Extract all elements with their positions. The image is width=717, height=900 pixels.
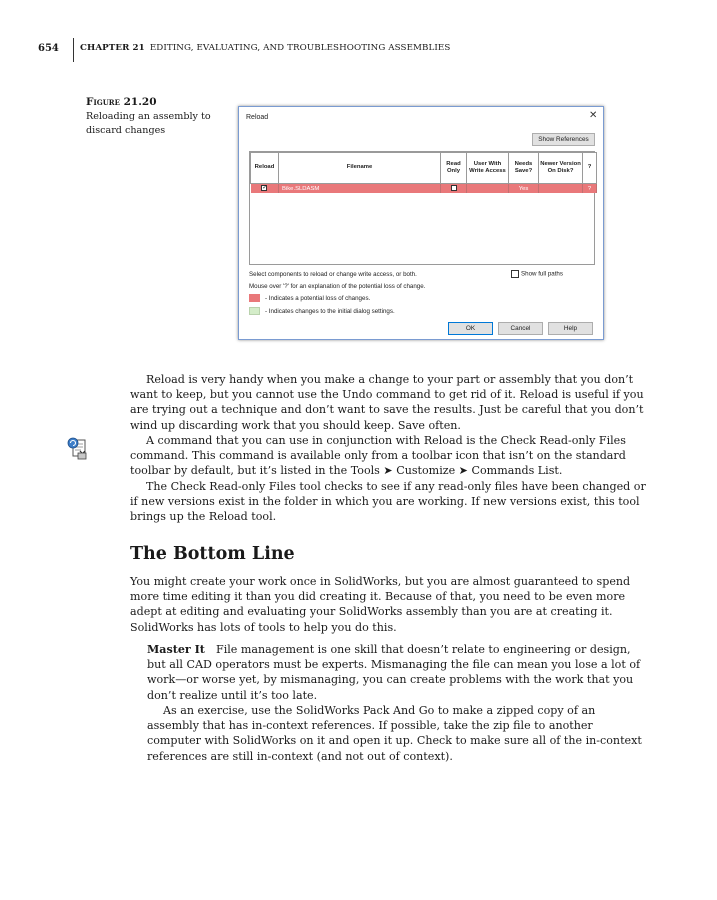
- legend-changes: - Indicates changes to the initial dialog settings.: [265, 308, 395, 315]
- newer-version-cell: [539, 184, 583, 194]
- needs-save-cell: Yes: [509, 184, 539, 194]
- col-reload[interactable]: Reload: [251, 153, 279, 184]
- show-references-button[interactable]: Show References: [532, 133, 595, 146]
- chapter-label: CHAPTER 21: [80, 43, 145, 53]
- check-read-only-files-icon-graphic: [66, 436, 88, 460]
- instruction-text-1: Select components to reload or change write access, or both.: [249, 271, 417, 278]
- col-needs-save[interactable]: Needs Save?: [509, 153, 539, 184]
- read-only-cell[interactable]: [441, 184, 467, 194]
- reload-dialog: [238, 106, 604, 340]
- read-only-checkbox[interactable]: [451, 185, 457, 191]
- reload-checkbox[interactable]: ✓: [262, 185, 268, 192]
- dialog-title: Reload: [246, 114, 269, 121]
- chapter-header: [80, 43, 450, 53]
- col-filename[interactable]: Filename: [279, 153, 441, 184]
- legend-loss: - Indicates a potential loss of changes.: [265, 295, 371, 302]
- check-read-only-files-icon: [66, 436, 88, 460]
- user-write-cell: [467, 184, 509, 194]
- instruction-text-2: Mouse over '?' for an explanation of the potential loss of change.: [249, 283, 426, 290]
- show-full-paths-checkbox[interactable]: [511, 270, 519, 278]
- changed-swatch: [249, 307, 260, 315]
- paragraph-reload: Reload is very handy when you make a change to your part or assembly that you don’t want to keep, but you cannot use the Undo command to get rid of it. Reload is useful if you are trying out a technique and don’t want to save the results. Just be careful that you don’t wind up discarding work that you should keep. Save often.: [130, 373, 644, 432]
- loss-swatch: [249, 294, 260, 302]
- filename-cell: Bike.SLDASM: [279, 184, 441, 194]
- col-newer-version[interactable]: Newer Version On Disk?: [539, 153, 583, 184]
- section-heading: The Bottom Line: [130, 544, 295, 564]
- reload-table: [250, 152, 597, 193]
- reload-file-grid: [249, 151, 595, 265]
- close-icon[interactable]: ✕: [589, 110, 598, 121]
- figure-label: Figure 21.20: [86, 96, 157, 108]
- col-question[interactable]: ?: [583, 153, 597, 184]
- chapter-title: EDITING, EVALUATING, AND TROUBLESHOOTING ASSEMBLIES: [149, 43, 451, 53]
- header-divider: [73, 38, 74, 62]
- paragraph-check-read-only: A command that you can use in conjunction with Reload is the Check Read-only Files command. This command is available only from a toolbar icon that isn’t on the standard toolbar by default, but it’s listed in the Tools ➤ Customize ➤ Commands List.: [130, 434, 626, 478]
- show-full-paths[interactable]: [511, 270, 563, 278]
- page-number: 654: [38, 43, 59, 54]
- help-button[interactable]: Help: [548, 322, 593, 335]
- reload-cell[interactable]: [251, 184, 279, 194]
- paragraph-exercise: As an exercise, use the SolidWorks Pack And Go to make a zipped copy of an assembly that has in-context references. If possible, take the zip file to another computer with SolidWorks on it and open it up. Check to make sure all of the in-context references are still in-context (and not out of context).: [147, 704, 642, 763]
- question-cell[interactable]: ?: [583, 184, 597, 194]
- paragraph-bottom-line: You might create your work once in SolidWorks, but you are almost guaranteed to spend more time editing it than you did creating it. Because of that, you need to be even more adept at editing and evaluating your SolidWorks assembly than you are at creating it. SolidWorks has lots of tools to help you do this.: [130, 575, 631, 634]
- cancel-button[interactable]: Cancel: [498, 322, 543, 335]
- col-user-write[interactable]: User With Write Access: [467, 153, 509, 184]
- ok-button[interactable]: OK: [448, 322, 493, 335]
- master-it-label: Master It: [147, 643, 205, 656]
- table-row[interactable]: [251, 184, 597, 194]
- master-it-paragraph: [147, 642, 647, 703]
- master-it-text: File management is one skill that doesn’t relate to engineering or design, but all CAD operators must be experts. Mismanaging the file can mean you lose a lot of work—or worse yet, by mismanaging, you can create problems with the work that you don’t realize until it’s too late.: [147, 643, 641, 702]
- figure-caption: Reloading an assembly to discard changes: [86, 111, 211, 136]
- paragraph-check-tool: The Check Read-only Files tool checks to see if any read-only files have been changed or if new versions exist in the folder in which you are working. If new versions exist, this tool brings up the Reload tool.: [130, 480, 646, 524]
- col-read-only[interactable]: Read Only: [441, 153, 467, 184]
- show-full-paths-label: Show full paths: [521, 270, 563, 278]
